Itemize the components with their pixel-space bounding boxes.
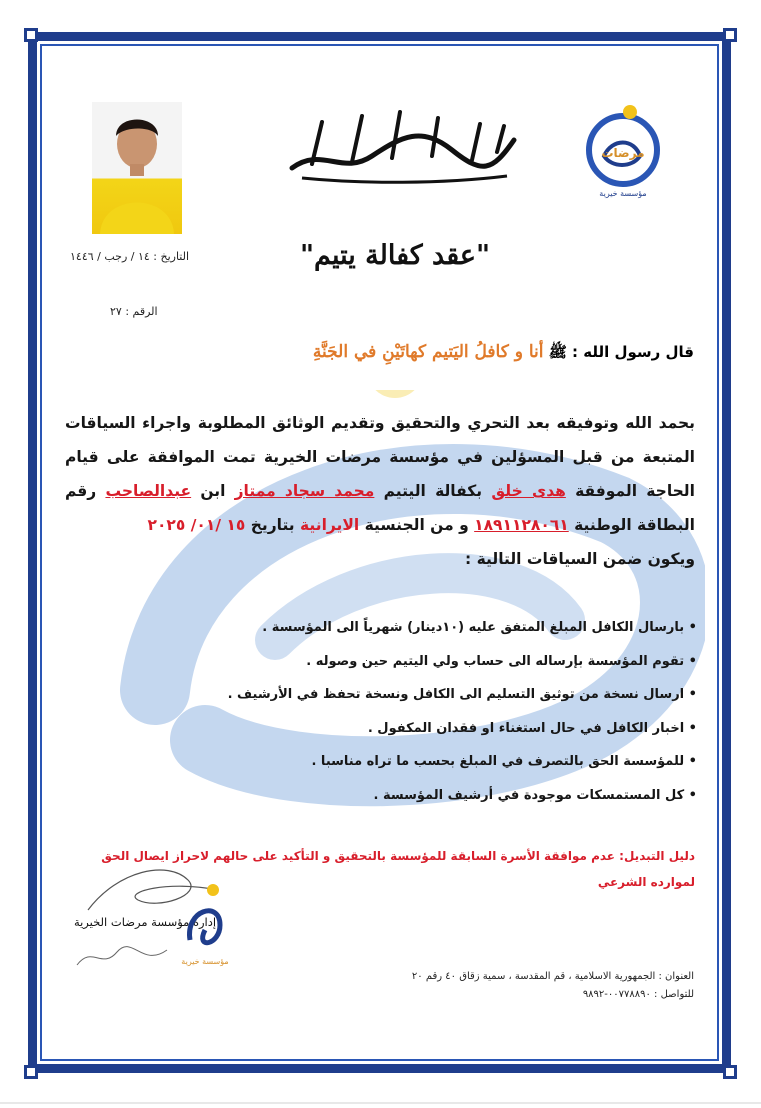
- body-text: ويكون ضمن السياقات التالية :: [465, 550, 695, 568]
- list-item: • بارسال الكافل المبلغ المتفق عليه (١٠دينار) شهرياً الى المؤسسة .: [77, 618, 697, 652]
- list-item: • للمؤسسة الحق بالتصرف في المبلغ بحسب ما تراه مناسبا .: [77, 752, 697, 786]
- replacement-guide: دليل التبديل: عدم موافقة الأسرة السابقة للمؤسسة بالتحقيق و التأكيد على حالهم لاحراز ايصال الحق لموارده الشرعي: [101, 849, 695, 889]
- foundation-logo: [582, 98, 664, 200]
- body-text: رقم البطاقة الوطنية: [65, 482, 695, 534]
- contract-title: "عقد كفالة يتيم": [299, 240, 491, 271]
- signature-scribble: [72, 940, 172, 975]
- frame-corner: [723, 28, 737, 42]
- body-text: بحمد الله وتوفيقه بعد التحري والتحقيق وتقديم الوثائق المطلوبة واجراء السياقات المتبعة من قبل المسؤلين في مؤسسة مرضات الخيرية تمت الموافقة على قيام الحاجة الموفقة: [65, 414, 695, 500]
- orphan-name: محمد سجاد ممتاز: [234, 482, 375, 500]
- stamp-caption: مؤسسة خيرية: [181, 957, 229, 966]
- father-name: عبدالصاحب: [105, 482, 192, 500]
- contact-line: للتواصل : ٠٠٧٧٨٨٩٠-٩٨٩٢: [582, 989, 694, 1000]
- logo-text: مرضات: [601, 146, 645, 160]
- sponsor-name: هدى خلق: [491, 482, 566, 500]
- logo-caption: مؤسسة خيرية: [599, 189, 647, 198]
- list-item: • ارسال نسخة من توثيق التسليم الى الكافل ونسخة تحفظ في الأرشيف .: [77, 685, 697, 719]
- frame-corner: [723, 1065, 737, 1079]
- hadith-intro: قال رسول الله : ﷺ: [548, 343, 694, 361]
- list-item: • اخبار الكافل في حال استغناء او فقدان المكفول .: [77, 719, 697, 753]
- contract-number: الرقم : ٢٧: [110, 305, 158, 318]
- hadith-line: [94, 342, 694, 365]
- stamp-logo: [175, 880, 235, 970]
- page-edge: [0, 1102, 761, 1104]
- address-line: العنوان : الجمهورية الاسلامية ، قم المقدسة ، سمية زقاق ٤٠ رقم ٢٠: [411, 971, 694, 982]
- contract-body: [65, 406, 695, 576]
- management-title: إدارة مؤسسة مرضات الخيرية: [73, 915, 217, 929]
- frame-corner: [24, 28, 38, 42]
- list-item: • تقوم المؤسسة بإرساله الى حساب ولي اليتيم حين وصوله .: [77, 652, 697, 686]
- frame-corner: [24, 1065, 38, 1079]
- hadith-quote: أنا و كافلُ اليَتيم كهاتَيْنِ في الجَنَّةِ: [312, 342, 544, 362]
- body-text: بكفالة اليتيم: [383, 482, 483, 500]
- contract-start-date: ١٥ /٠١/ ٢٠٢٥: [147, 516, 246, 534]
- contract-date: التاريخ : ١٤ / رجب / ١٤٤٦: [70, 250, 190, 263]
- basmala-calligraphy: [282, 106, 522, 186]
- list-item: • كل المستمسكات موجودة في أرشيف المؤسسة .: [77, 786, 697, 820]
- body-text: ابن: [200, 482, 226, 500]
- footer-address: [274, 968, 694, 1004]
- orphan-photo: [92, 102, 182, 234]
- body-text: و من الجنسية: [364, 516, 469, 534]
- conditions-list: [77, 618, 697, 819]
- nationality: الايرانية: [300, 516, 360, 534]
- national-id: ١٨٩١١٢٨٠٦١: [474, 516, 569, 534]
- body-text: بتاريخ: [250, 516, 295, 534]
